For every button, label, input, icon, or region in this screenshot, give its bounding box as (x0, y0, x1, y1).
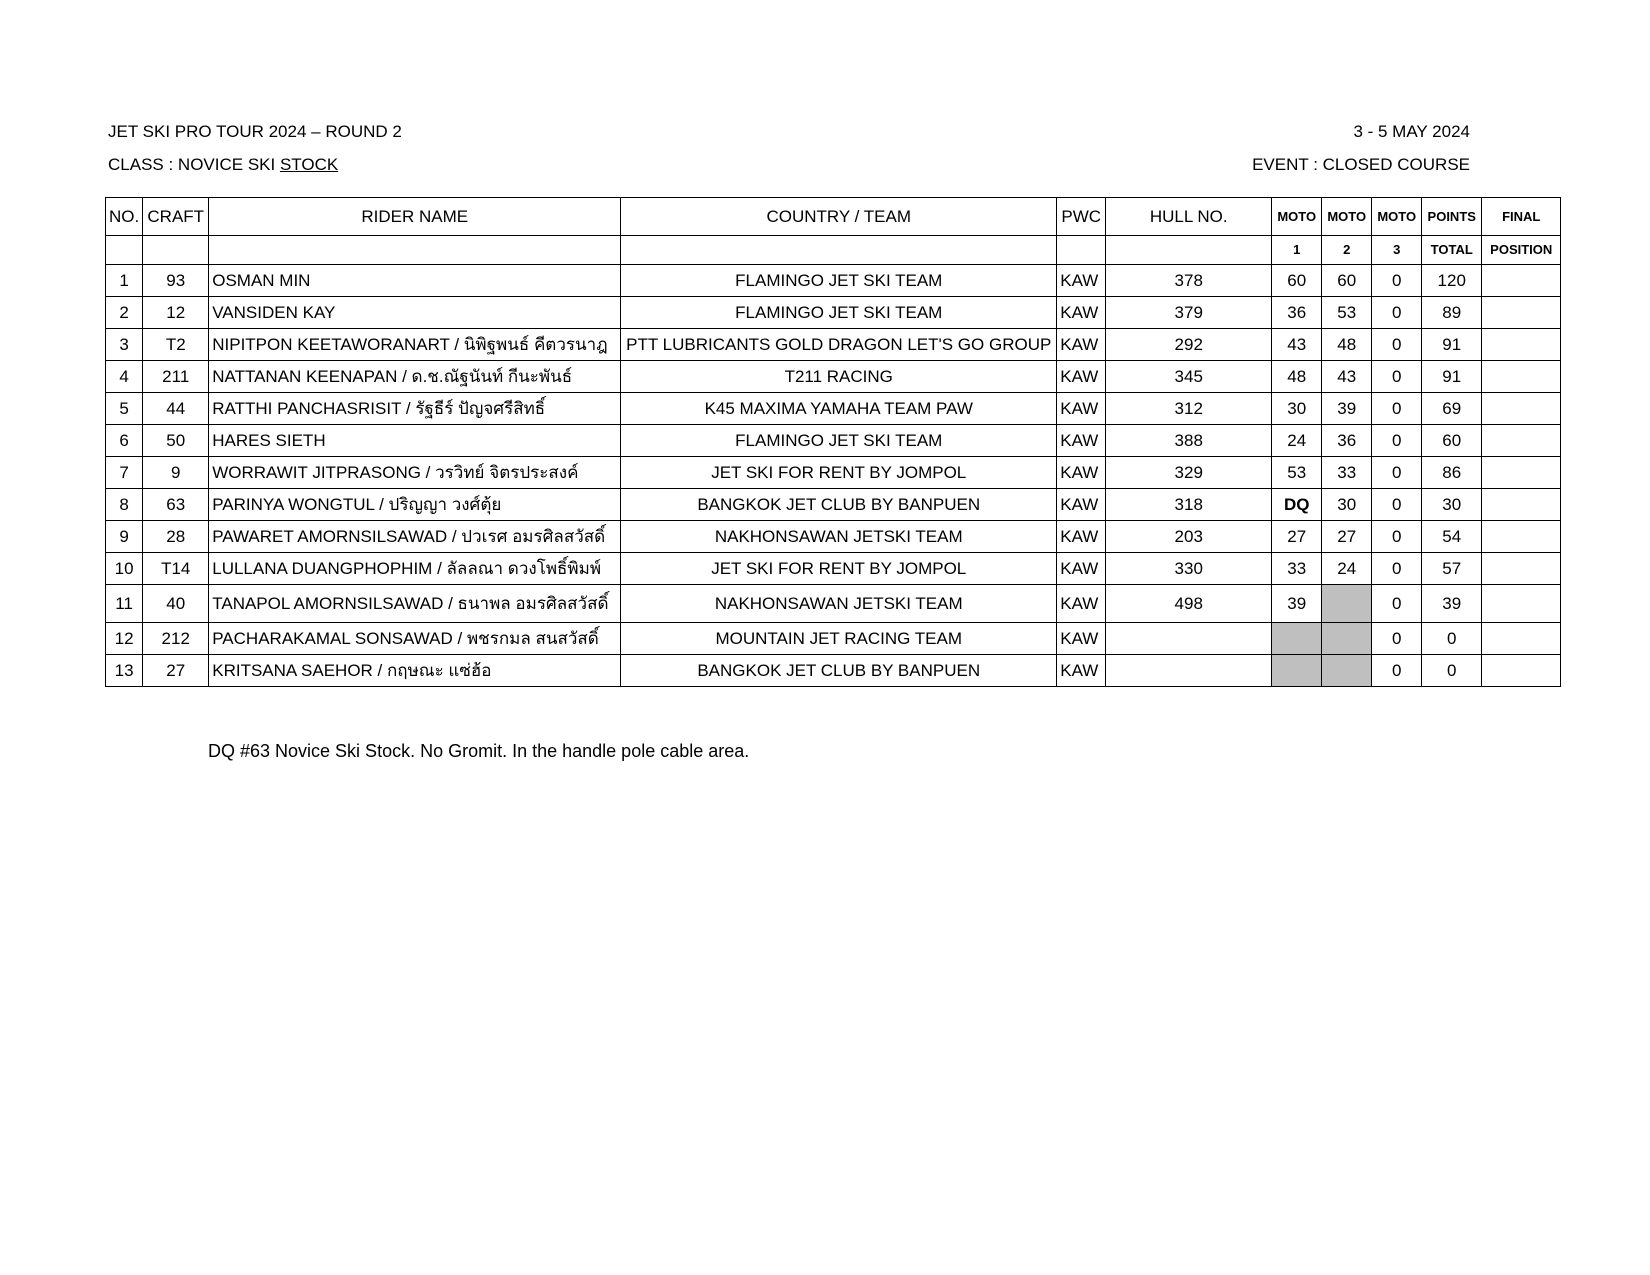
cell-moto2 (1322, 585, 1372, 623)
cell-team: T211 RACING (621, 361, 1057, 393)
cell-craft: 40 (143, 585, 209, 623)
col-header-pwc: PWC (1057, 198, 1106, 236)
table-row (106, 265, 1561, 297)
cell-hull: 379 (1106, 297, 1272, 329)
table-row (106, 585, 1561, 623)
cell-moto3: 0 (1372, 585, 1422, 623)
table-row (106, 457, 1561, 489)
cell-final (1482, 297, 1561, 329)
cell-moto1: 53 (1272, 457, 1322, 489)
col-header-craft: CRAFT (143, 198, 209, 236)
cell-pwc: KAW (1057, 521, 1106, 553)
cell-team: JET SKI FOR RENT BY JOMPOL (621, 553, 1057, 585)
cell-craft: 93 (143, 265, 209, 297)
blank-header-cell (209, 236, 621, 265)
cell-total: 0 (1422, 655, 1482, 687)
table-row (106, 553, 1561, 585)
cell-total: 86 (1422, 457, 1482, 489)
cell-rider: LULLANA DUANGPHOPHIM / ลัลลณา ดวงโพธิ์พิมพ์ (209, 553, 621, 585)
table-row (106, 655, 1561, 687)
blank-header-cell (1106, 236, 1272, 265)
col-header-hull: HULL NO. (1106, 198, 1272, 236)
cell-total: 89 (1422, 297, 1482, 329)
cell-no: 5 (106, 393, 143, 425)
col-subheader-moto1: 1 (1272, 236, 1322, 265)
cell-moto1: 24 (1272, 425, 1322, 457)
cell-no: 10 (106, 553, 143, 585)
cell-hull: 378 (1106, 265, 1272, 297)
cell-team: NAKHONSAWAN JETSKI TEAM (621, 585, 1057, 623)
cell-rider: PACHARAKAMAL SONSAWAD / พชรกมล สนสวัสดิ์ (209, 623, 621, 655)
cell-final (1482, 553, 1561, 585)
cell-final (1482, 623, 1561, 655)
event-type: EVENT : CLOSED COURSE (1252, 155, 1470, 174)
cell-moto1 (1272, 623, 1322, 655)
cell-moto1 (1272, 655, 1322, 687)
cell-total: 91 (1422, 329, 1482, 361)
table-row (106, 425, 1561, 457)
cell-moto2: 33 (1322, 457, 1372, 489)
cell-pwc: KAW (1057, 655, 1106, 687)
cell-moto1: 27 (1272, 521, 1322, 553)
cell-no: 12 (106, 623, 143, 655)
cell-no: 7 (106, 457, 143, 489)
cell-moto3: 0 (1372, 393, 1422, 425)
cell-rider: PARINYA WONGTUL / ปริญญา วงศ์ตุ้ย (209, 489, 621, 521)
cell-moto1: 39 (1272, 585, 1322, 623)
cell-final (1482, 361, 1561, 393)
cell-no: 8 (106, 489, 143, 521)
cell-craft: T2 (143, 329, 209, 361)
cell-moto2: 43 (1322, 361, 1372, 393)
cell-pwc: KAW (1057, 329, 1106, 361)
cell-team: PTT LUBRICANTS GOLD DRAGON LET'S GO GROUP (621, 329, 1057, 361)
cell-no: 1 (106, 265, 143, 297)
cell-moto2: 53 (1322, 297, 1372, 329)
cell-moto2: 27 (1322, 521, 1372, 553)
cell-moto1: 33 (1272, 553, 1322, 585)
cell-rider: RATTHI PANCHASRISIT / รัฐธีร์ ปัญจศรีสิทธิ์ (209, 393, 621, 425)
cell-moto1: 43 (1272, 329, 1322, 361)
cell-rider: NIPITPON KEETAWORANART / นิพิฐพนธ์ คีตวรนาฎ (209, 329, 621, 361)
cell-moto2: 24 (1322, 553, 1372, 585)
cell-team: K45 MAXIMA YAMAHA TEAM PAW (621, 393, 1057, 425)
cell-final (1482, 655, 1561, 687)
cell-hull: 330 (1106, 553, 1272, 585)
cell-no: 3 (106, 329, 143, 361)
header-row-top (106, 198, 1561, 236)
cell-no: 11 (106, 585, 143, 623)
class-underlined: STOCK (279, 155, 339, 174)
cell-total: 0 (1422, 623, 1482, 655)
cell-pwc: KAW (1057, 297, 1106, 329)
cell-no: 2 (106, 297, 143, 329)
blank-header-cell (1057, 236, 1106, 265)
header-row-bottom (106, 236, 1561, 265)
cell-moto2: 36 (1322, 425, 1372, 457)
col-subheader-position: POSITION (1482, 236, 1561, 265)
cell-pwc: KAW (1057, 489, 1106, 521)
col-header-moto2: MOTO (1322, 198, 1372, 236)
cell-final (1482, 265, 1561, 297)
event-title: JET SKI PRO TOUR 2024 – ROUND 2 (108, 122, 402, 141)
cell-pwc: KAW (1057, 457, 1106, 489)
table-row (106, 489, 1561, 521)
cell-craft: 27 (143, 655, 209, 687)
col-subheader-total: TOTAL (1422, 236, 1482, 265)
table-row (106, 297, 1561, 329)
cell-team: FLAMINGO JET SKI TEAM (621, 265, 1057, 297)
dq-note: DQ #63 Novice Ski Stock. No Gromit. In the handle pole cable area. (208, 741, 750, 761)
class-prefix: CLASS : NOVICE SKI (108, 155, 280, 174)
cell-pwc: KAW (1057, 425, 1106, 457)
cell-moto3: 0 (1372, 553, 1422, 585)
cell-hull (1106, 623, 1272, 655)
cell-pwc: KAW (1057, 265, 1106, 297)
cell-moto3: 0 (1372, 457, 1422, 489)
blank-header-cell (143, 236, 209, 265)
cell-moto3: 0 (1372, 265, 1422, 297)
col-header-points: POINTS (1422, 198, 1482, 236)
cell-moto2: 30 (1322, 489, 1372, 521)
cell-moto1: 36 (1272, 297, 1322, 329)
cell-moto3: 0 (1372, 521, 1422, 553)
cell-total: 120 (1422, 265, 1482, 297)
cell-final (1482, 393, 1561, 425)
table-row (106, 393, 1561, 425)
cell-hull: 318 (1106, 489, 1272, 521)
cell-hull: 498 (1106, 585, 1272, 623)
cell-hull: 292 (1106, 329, 1272, 361)
cell-moto1: DQ (1272, 489, 1322, 521)
cell-hull: 388 (1106, 425, 1272, 457)
event-date: 3 - 5 MAY 2024 (1353, 122, 1470, 141)
cell-hull: 312 (1106, 393, 1272, 425)
col-header-rider: RIDER NAME (209, 198, 621, 236)
col-header-no: NO. (106, 198, 143, 236)
cell-moto2: 60 (1322, 265, 1372, 297)
col-subheader-moto2: 2 (1322, 236, 1372, 265)
cell-pwc: KAW (1057, 623, 1106, 655)
cell-final (1482, 521, 1561, 553)
cell-craft: 211 (143, 361, 209, 393)
results-table (105, 197, 1561, 687)
col-header-final: FINAL (1482, 198, 1561, 236)
blank-header-cell (621, 236, 1057, 265)
cell-moto1: 60 (1272, 265, 1322, 297)
cell-pwc: KAW (1057, 361, 1106, 393)
table-row (106, 521, 1561, 553)
cell-pwc: KAW (1057, 393, 1106, 425)
cell-moto1: 48 (1272, 361, 1322, 393)
cell-moto3: 0 (1372, 297, 1422, 329)
cell-team: FLAMINGO JET SKI TEAM (621, 425, 1057, 457)
cell-total: 60 (1422, 425, 1482, 457)
cell-total: 30 (1422, 489, 1482, 521)
cell-rider: VANSIDEN KAY (209, 297, 621, 329)
cell-rider: NATTANAN KEENAPAN / ด.ช.ณัฐนันท์ กีนะพันธ์ (209, 361, 621, 393)
cell-final (1482, 489, 1561, 521)
cell-rider: WORRAWIT JITPRASONG / วรวิทย์ จิตรประสงค์ (209, 457, 621, 489)
col-header-moto3: MOTO (1372, 198, 1422, 236)
cell-rider: HARES SIETH (209, 425, 621, 457)
table-row (106, 623, 1561, 655)
cell-moto2: 39 (1322, 393, 1372, 425)
cell-craft: 9 (143, 457, 209, 489)
cell-craft: 12 (143, 297, 209, 329)
cell-moto3: 0 (1372, 655, 1422, 687)
cell-final (1482, 457, 1561, 489)
cell-craft: 50 (143, 425, 209, 457)
cell-moto3: 0 (1372, 425, 1422, 457)
col-header-team: COUNTRY / TEAM (621, 198, 1057, 236)
cell-team: FLAMINGO JET SKI TEAM (621, 297, 1057, 329)
cell-craft: 63 (143, 489, 209, 521)
cell-rider: OSMAN MIN (209, 265, 621, 297)
cell-team: MOUNTAIN JET RACING TEAM (621, 623, 1057, 655)
cell-moto3: 0 (1372, 329, 1422, 361)
cell-moto3: 0 (1372, 489, 1422, 521)
col-subheader-moto3: 3 (1372, 236, 1422, 265)
cell-moto1: 30 (1272, 393, 1322, 425)
cell-no: 9 (106, 521, 143, 553)
cell-moto3: 0 (1372, 361, 1422, 393)
cell-pwc: KAW (1057, 553, 1106, 585)
class-label (108, 155, 338, 175)
cell-no: 4 (106, 361, 143, 393)
cell-total: 69 (1422, 393, 1482, 425)
cell-total: 91 (1422, 361, 1482, 393)
blank-header-cell (106, 236, 143, 265)
cell-team: BANGKOK JET CLUB BY BANPUEN (621, 489, 1057, 521)
cell-rider: PAWARET AMORNSILSAWAD / ปวเรศ อมรศิลสวัสดิ์ (209, 521, 621, 553)
col-header-moto1: MOTO (1272, 198, 1322, 236)
cell-moto2: 48 (1322, 329, 1372, 361)
cell-craft: 28 (143, 521, 209, 553)
cell-craft: 212 (143, 623, 209, 655)
cell-total: 57 (1422, 553, 1482, 585)
cell-craft: T14 (143, 553, 209, 585)
cell-hull: 203 (1106, 521, 1272, 553)
cell-total: 54 (1422, 521, 1482, 553)
cell-rider: TANAPOL AMORNSILSAWAD / ธนาพล อมรศิลสวัสดิ์ (209, 585, 621, 623)
cell-team: BANGKOK JET CLUB BY BANPUEN (621, 655, 1057, 687)
cell-no: 6 (106, 425, 143, 457)
cell-team: JET SKI FOR RENT BY JOMPOL (621, 457, 1057, 489)
cell-rider: KRITSANA SAEHOR / กฤษณะ แซ่ฮ้อ (209, 655, 621, 687)
cell-moto2 (1322, 655, 1372, 687)
cell-craft: 44 (143, 393, 209, 425)
cell-moto3: 0 (1372, 623, 1422, 655)
cell-hull (1106, 655, 1272, 687)
cell-total: 39 (1422, 585, 1482, 623)
cell-final (1482, 425, 1561, 457)
cell-hull: 345 (1106, 361, 1272, 393)
cell-final (1482, 329, 1561, 361)
cell-final (1482, 585, 1561, 623)
table-row (106, 329, 1561, 361)
cell-team: NAKHONSAWAN JETSKI TEAM (621, 521, 1057, 553)
cell-pwc: KAW (1057, 585, 1106, 623)
cell-moto2 (1322, 623, 1372, 655)
cell-no: 13 (106, 655, 143, 687)
table-row (106, 361, 1561, 393)
cell-hull: 329 (1106, 457, 1272, 489)
